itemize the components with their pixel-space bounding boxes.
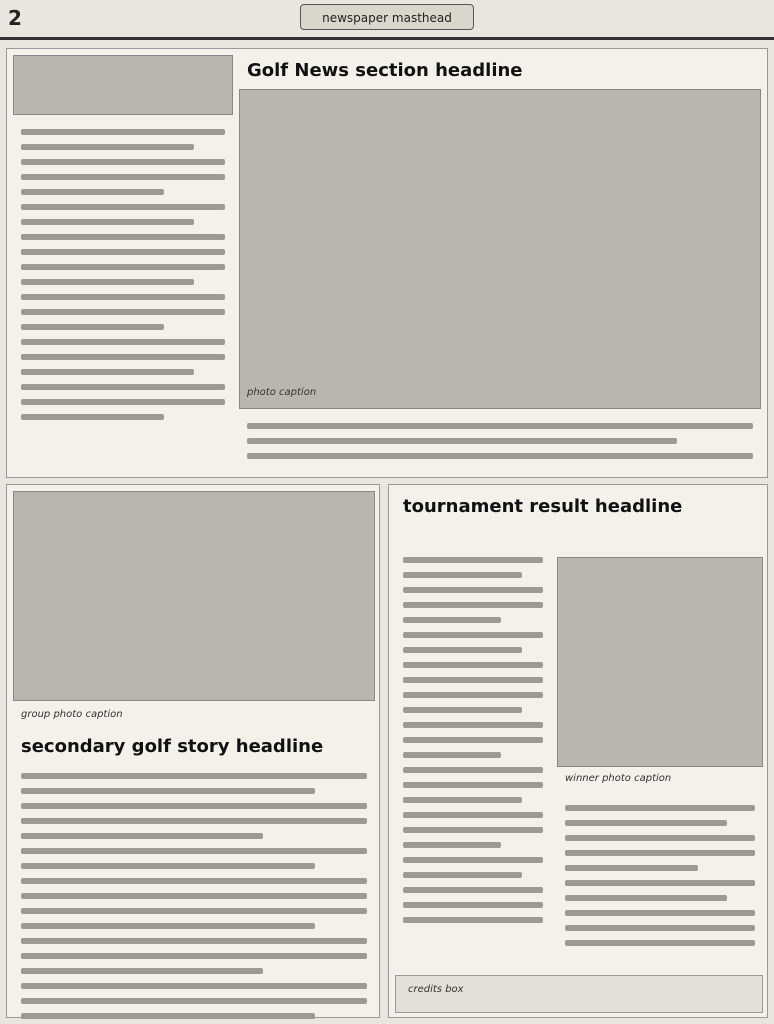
lower-right-text-2 [557,797,763,977]
lower-right-story [388,484,768,1018]
group-photo [13,491,375,701]
lower-left-headline: secondary golf story headline [21,736,324,757]
page-number: 2 [8,6,22,30]
lower-right-text [395,549,551,969]
top-photo [239,89,761,409]
top-photo-caption: photo caption [247,387,317,398]
top-story-continuation [239,415,761,475]
lower-right-headline: tournament result headline [403,496,683,517]
group-photo-caption: group photo caption [21,709,123,720]
winner-photo-caption: winner photo caption [565,773,672,784]
lower-left-text [13,765,375,1013]
credits-box [395,975,763,1013]
credits-text: credits box [408,984,464,995]
top-headline: Golf News section headline [247,60,523,81]
winner-photo [557,557,763,767]
masthead: newspaper masthead [300,4,474,30]
top-story [6,48,768,478]
top-story-text [13,121,233,471]
page-header [0,0,774,40]
golf-news-logo [13,55,233,115]
lower-left-story [6,484,380,1018]
